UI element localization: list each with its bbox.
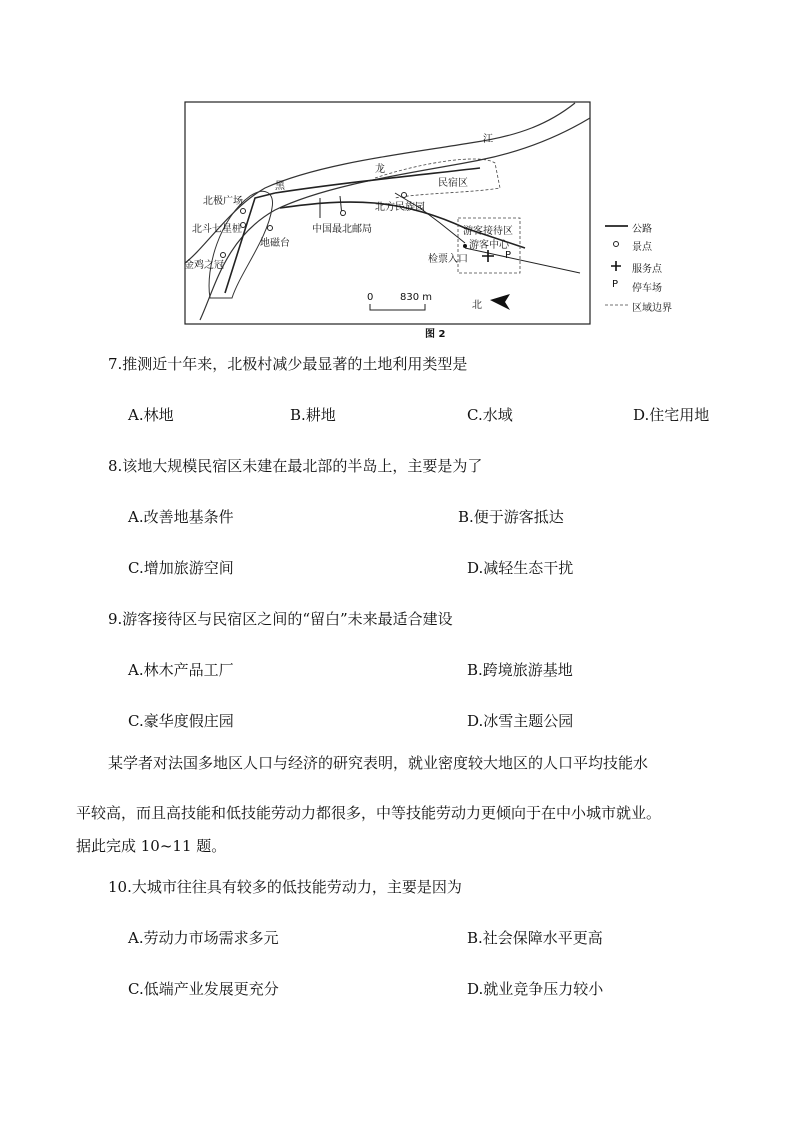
legend-boundary: 区域边界: [632, 303, 672, 314]
question-7-stem: 7.推测近十年来，北极村减少最显著的土地利用类型是: [108, 355, 468, 373]
legend-spot: 景点: [632, 242, 652, 253]
legend-parking-symbol: P: [612, 279, 619, 290]
q8-option-a: A.改善地基条件: [128, 508, 234, 526]
road-connectors: [320, 196, 342, 218]
spot-didian: [268, 226, 273, 231]
label-jianpiao: 检票入口: [428, 254, 468, 265]
label-beifang-minzu: 北方民族园: [375, 202, 425, 213]
label-didian: 地磁台: [260, 238, 290, 249]
road-east: [465, 248, 580, 273]
q8-option-d: D.减轻生态干扰: [467, 559, 574, 577]
river-bank-upper: [185, 103, 575, 263]
label-jinji: 金鸡之冠: [184, 260, 224, 271]
label-youju: 中国最北邮局: [312, 224, 372, 235]
question-10-stem: 10.大城市往往具有较多的低技能劳动力，主要是因为: [108, 878, 462, 896]
q10-option-d: D.就业竞争压力较小: [467, 980, 604, 998]
passage-line-2: 平较高，而且高技能和低技能劳动力都很多，中等技能劳动力更倾向于在中小城市就业。: [76, 804, 662, 822]
q7-option-c: C.水域: [467, 406, 513, 424]
label-beidou: 北斗七星桩: [192, 224, 242, 235]
spot-minzu: [402, 193, 407, 198]
north-arrow-icon: [490, 294, 510, 310]
map-drawing: [180, 98, 700, 350]
legend-service: 服务点: [632, 264, 662, 275]
map-figure: [180, 98, 700, 350]
legend-service-symbol: [611, 261, 621, 271]
scale-bar: [370, 304, 425, 310]
passage-line-1: 某学者对法国多地区人口与经济的研究表明，就业密度较大地区的人口平均技能水: [108, 754, 649, 772]
passage-line-3: 据此完成 10~11 题。: [76, 837, 227, 855]
figure-caption: 图 2: [425, 329, 446, 340]
question-8-stem: 8.该地大规模民宿区未建在最北部的半岛上，主要是为了: [108, 457, 483, 475]
spot-youju: [341, 211, 346, 216]
label-parking-p: P: [505, 250, 512, 261]
q7-option-d: D.住宅用地: [633, 406, 710, 424]
river-bank-lower: [200, 118, 590, 320]
legend-parking: 停车场: [632, 283, 662, 294]
q9-option-d: D.冰雪主题公园: [467, 712, 574, 730]
label-youke-zhongxin: 游客中心: [469, 240, 509, 251]
label-scale-zero: 0: [367, 292, 374, 303]
label-long: 龙: [375, 164, 385, 175]
label-scale-dist: 830 m: [400, 292, 433, 303]
label-north: 北: [472, 300, 482, 311]
q7-option-a: A.林地: [128, 406, 174, 424]
ticket-point: [463, 244, 467, 248]
q8-option-c: C.增加旅游空间: [128, 559, 234, 577]
spot-beiji-guangchang: [241, 209, 246, 214]
q10-option-a: A.劳动力市场需求多元: [128, 929, 279, 947]
q9-option-a: A.林木产品工厂: [128, 661, 234, 679]
map-frame: [185, 102, 590, 324]
label-hei: 黑: [275, 181, 285, 192]
label-beiji-guangchang: 北极广场: [203, 196, 243, 207]
question-9-stem: 9.游客接待区与民宿区之间的“留白”未来最适合建设: [108, 610, 453, 628]
legend-spot-symbol: [614, 242, 619, 247]
q9-option-c: C.豪华度假庄园: [128, 712, 234, 730]
q7-option-b: B.耕地: [290, 406, 336, 424]
q10-option-b: B.社会保障水平更高: [467, 929, 603, 947]
q10-option-c: C.低端产业发展更充分: [128, 980, 279, 998]
legend-road: 公路: [632, 224, 652, 235]
label-jiang: 江: [483, 134, 493, 145]
label-youke-jiedai: 游客接待区: [463, 226, 513, 237]
q8-option-b: B.便于游客抵达: [458, 508, 564, 526]
label-minsu: 民宿区: [438, 178, 468, 189]
q9-option-b: B.跨境旅游基地: [467, 661, 573, 679]
